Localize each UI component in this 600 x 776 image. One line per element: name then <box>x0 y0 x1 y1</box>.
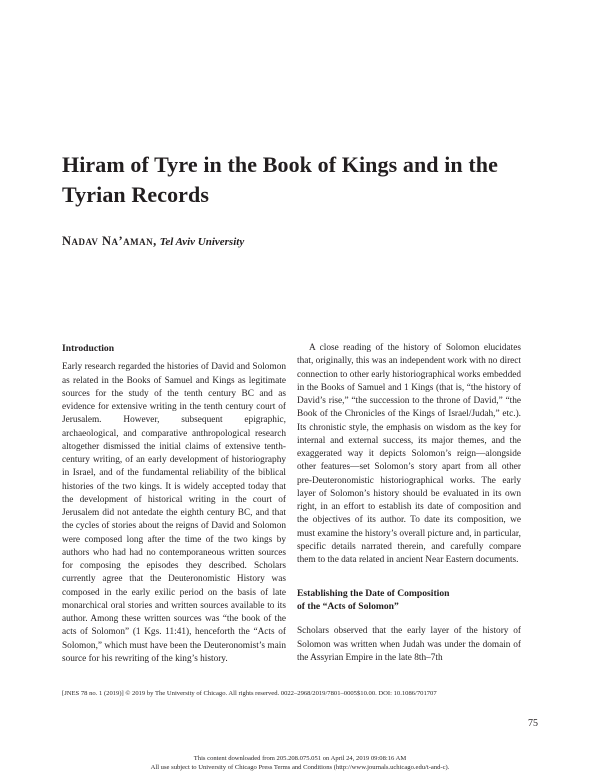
intro-paragraph: Early research regarded the histories of David and Solomon as related in the Books of Samuel and Kings as legitimate sources for the study of the tenth century BC and as evidence for extensive writing in the tenth century court of Jerusalem. However, subsequent epigraphic, archaeological, and comparative anthropological research altogether dismissed the initial claims of extensive tenth-century writing, of an early development of historiography in Israel, and of the fundamental reliability of the biblical histories of the two kings. It is widely accepted today that the development of historical writing in the court of Jerusalem did not antedate the eighth century BC, and that the cycles of stories about the reigns of David and Solomon were composed long after the time of the two kings by authors who had had no contemporaneous written sources for composing the episodes they described. Scholars currently agree that the Deuteronomistic History was composed in the early exilic period on the basis of late monarchical oral stories and written sources available to its author. Among these written sources was “the book of the acts of Solomon” (1 Kgs. 11:41), henceforth the “Acts of Solomon,” which must have been the Deuteronomist’s main source for his rewriting of the king’s history. <box>62 362 286 664</box>
author-name: Nadav Na’aman, <box>62 234 157 248</box>
section-heading-date-of-composition <box>297 587 521 613</box>
terms-notice: All use subject to University of Chicago Press Terms and Conditions (http://www.journals.uchicago.edu/t-and-c). <box>150 764 450 771</box>
download-notice: This content downloaded from 205.208.075.051 on April 24, 2019 09:08:16 AM <box>193 755 407 762</box>
section-heading-introduction: Introduction <box>62 343 115 354</box>
section-heading-line-2: of the “Acts of Solomon” <box>297 601 399 613</box>
article-title: Hiram of Tyre in the Book of Kings and in the Tyrian Records <box>62 152 498 207</box>
author-affiliation: Tel Aviv University <box>159 236 245 248</box>
section-heading-line-1: Establishing the Date of Composition <box>297 588 450 600</box>
right-column <box>297 342 521 665</box>
left-column <box>62 342 286 666</box>
page-number: 75 <box>528 718 538 729</box>
close-reading-paragraph: A close reading of the history of Solomon elucidates that, originally, this was an independent work with no direct connection to other early historiographical works embedded in the Books of Samuel and 1 Kings (that is, “the history of David’s rise,” “the succession to the throne of David,” “the Book of the Chronicles of the Kings of Israel/Judah,” etc.). Its chronistic style, the emphasis on wisdom as the key for internal and external success, its major themes, and the exaggerated way it depicts Solomon’s reign—alongside other features—set Solomon’s story apart from all other pre-Deuteronomistic historiographical works. The early layer of Solomon’s history should be evaluated in its own right, in an effort to establish its date of composition and the objectives of its author. To date its composition, we must examine the history’s overall picture and, in particular, specific details narrated therein, and carefully compare them to the data related in ancient Near Eastern documents. <box>297 343 521 565</box>
citation-footer: [JNES 78 no. 1 (2019)] © 2019 by The University of Chicago. All rights reserved. 0022–2968/2019/7801–0005$10.00. DOI: 10.1086/701707 <box>62 690 437 697</box>
byline <box>62 234 244 249</box>
date-paragraph: Scholars observed that the early layer of the history of Solomon was written when Judah was under the domain of the Assyrian Empire in the late 8th–7th <box>297 626 521 663</box>
